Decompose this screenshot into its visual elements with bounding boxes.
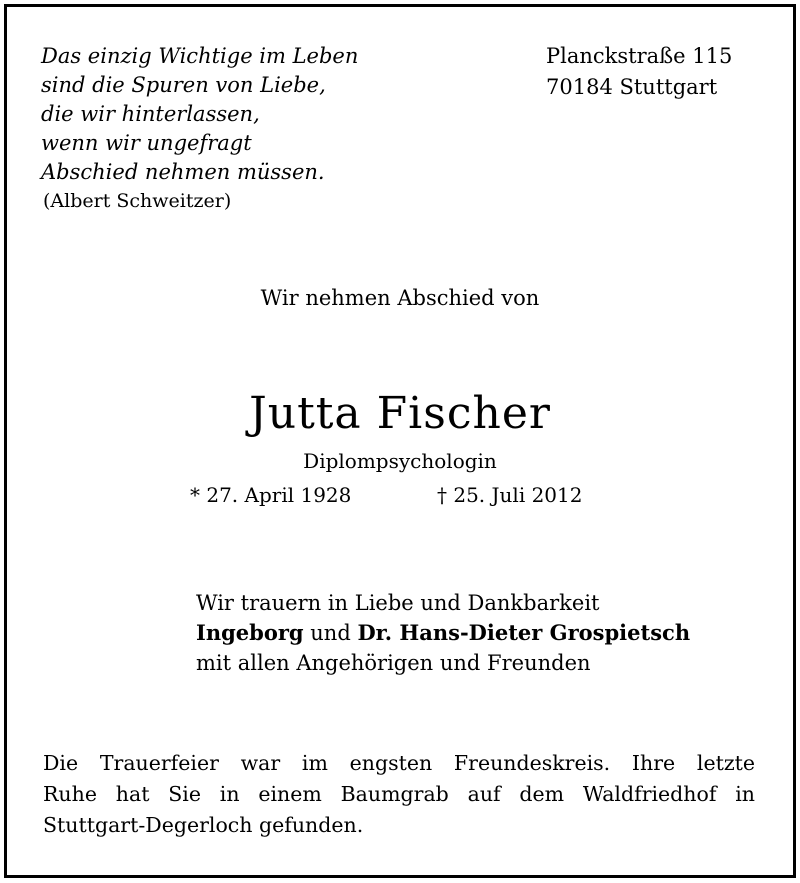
address-city: 70184 Stuttgart [546, 75, 718, 99]
mourner-name: Ingeborg [196, 620, 304, 645]
mourner-name: Dr. Hans-Dieter Grospietsch [357, 620, 691, 645]
deceased-profession: Diplompsychologin [303, 449, 497, 473]
quote-line: Das einzig Wichtige im Leben [41, 44, 359, 68]
funeral-line: Ruhe hat Sie in einem Baumgrab auf dem Waldfriedhof in [43, 782, 755, 806]
funeral-line: Die Trauerfeier war im engsten Freundeskreis. Ihre letzte [43, 751, 755, 775]
address [546, 41, 732, 103]
deceased-name: Jutta Fischer [249, 388, 551, 439]
mourners [196, 588, 690, 678]
death-date: † 25. Juli 2012 [437, 483, 583, 507]
quote-line: die wir hinterlassen, [41, 102, 260, 126]
mourners-names [196, 618, 690, 648]
birth-date: * 27. April 1928 [190, 483, 352, 507]
mourner-connector: und [310, 621, 351, 645]
quote-line: wenn wir ungefragt [41, 131, 252, 155]
mourners-line: mit allen Angehörigen und Freunden [196, 651, 591, 675]
quote [41, 42, 358, 187]
quote-line: Abschied nehmen müssen. [41, 160, 325, 184]
mourners-line: Wir trauern in Liebe und Dankbarkeit [196, 591, 600, 615]
funeral-note [43, 748, 755, 841]
quote-author: (Albert Schweitzer) [43, 190, 232, 212]
quote-line: sind die Spuren von Liebe, [41, 73, 326, 97]
funeral-line: Stuttgart-Degerloch gefunden. [43, 813, 364, 837]
address-street: Planckstraße 115 [546, 44, 733, 68]
intro-text: Wir nehmen Abschied von [260, 286, 540, 310]
